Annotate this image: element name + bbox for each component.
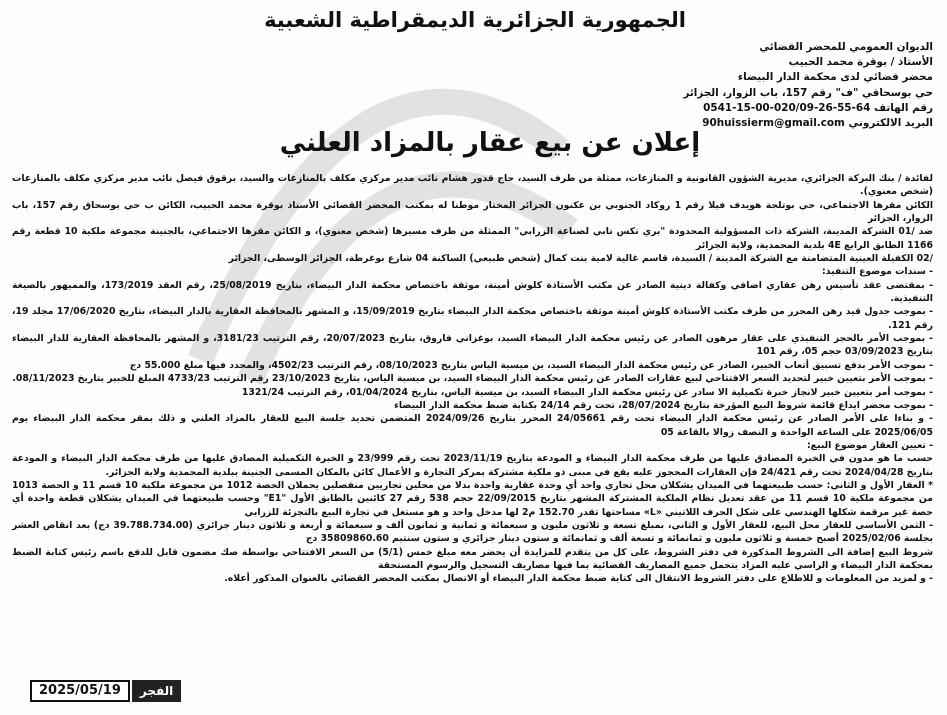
issuer-email: البريد الالكتروني 90huissierm@gmail.com <box>702 117 933 130</box>
paragraph-titles-heading: - سندات موضوع التنفيذ: <box>822 266 933 278</box>
paragraph-sale-session: - و بناءا على الأمر الصادر عن رئيس محكمة الدار البيضاء تحت رقم 24/05661 المحرر بتاريخ 2024/09/26 المتضمن تحديد جلسة البيع للعقار بالمزاد العلني و ذلك بمقر محكمة الدار البيضاء يوم 2025/06/05 على الساعة الواحدة و النصف زوالا بالقاعة 05 <box>12 413 933 438</box>
paragraph-creditor: لفائدة / بنك البركة الجزائري، مديرية الشؤون القانونية و المنازعات، ممثلة من طرف السيد، حاج قدور هشام نائب مدير مركزي مكلف بالمنازعات والسيد، برقوق فيصل نائب مدير مركزي مكلف بالمنازعات (شخص معنوي). <box>12 173 933 198</box>
paragraph-creditor-address: الكائن مقرها الاجتماعي، حي بوتلجة هويدف فيلا رقم 1 روكاد الجنوبي بن عكنون الجزائر المختار موطنا له بمكتب المحضر القضائي الأستاذ بوقرة محمد الحبيب، الكائن ب حي بوسحاق رقم 157، باب الزوار، الجزائر <box>12 199 934 225</box>
issuer-name: الأستاذ / بوقرة محمد الحبيب <box>788 56 933 69</box>
paragraph-property-location: حسب ما هو مدون في الخبرة المصادق عليها من طرف محكمة الدار البيضاء و المودعة بتاريخ 2023/11/19 تحت رقم 23/999 و الخبرة التكميلية المصادق عليها من طرف محكمة الدار البيضاء و المودعة بتاريخ 2024/04/28 تحت رقم 24/421 فإن العقارات المحجوز عليه يقع في مبنى ذو ملكية مشتركة بمركز التجارة و الأعمال كائن بالمكان المسمى الجنينة ببلدية المحمدية ولاية الجزائر. <box>12 453 933 478</box>
announcement-body <box>12 172 933 586</box>
issuer-block <box>413 40 933 131</box>
paragraph-mortgage-deed: - بمقتضى عقد تأسيس رهن عقاري اضافي وكفالة دينية الصادر عن مكتب الأستاذة كلوش أمينة، موثقة باختصاص محكمة الدار البيضاء، بتاريخ 25/08/2019، رقم العقد 173/2019، والمميهور بالصيغة التنفيذية. <box>12 279 934 305</box>
paragraph-mortgage-register: - بموجب جدول قيد رهن المحرر من طرف مكتب الأستاذة كلوش أمينة موثقة باختصاص محكمة الدار البيضاء بتاريخ 15/09/2019، و المشهر بالمحافظة العقارية بالدار البيضاء، بتاريخ 17/06/2020 مجلد 19، رقم 121. <box>12 306 933 331</box>
paragraph-conditions-deposit: - بموجب محضر ايداع قائمة شروط البيع المؤرخة بتاريخ 28/07/2024، تحت رقم 24/14 بكتابة ضبط محكمة الدار البيضاء <box>394 399 933 411</box>
publication-footer <box>30 680 181 702</box>
paragraph-more-info: - و لمزيد من المعلومات و للاطلاع على دفتر الشروط الانتقال الى كتابة ضبط محكمة الدار البيضاء أو الاتصال بمكتب المحضر القضائي بالعنوان المذكور أعلاه. <box>224 573 933 585</box>
issuer-address: حي بوسحاقي "ف" رقم 157، باب الزوار، الجزائر <box>683 86 933 99</box>
paragraph-guarantor: /02 الكفيلة العينية المتضامنة مع الشركة المدينة / السيدة، قاسم غالية لامية بنت كمال (شخص طبيعي) الساكنة 04 شارع بوغرطة، الجزائر الوسطى، الجزائر <box>228 253 933 265</box>
paragraph-base-price: - الثمن الأساسي للعقار محل البيع، للعقار الأول و الثاني، بمبلغ تسعة و ثلاثون مليون و سبعمائة و ثمانية و ثمانون ألف و سبعمائة و أربعة و ثلاثون دينار جزائري (39.788.734.00 دج) بعد انقاص العشر بجلسة 2025/02/06 أصبح خمسة و ثلاثون مليون و ثمانمائة و تسعة ألف و ثمانمائة و ستون دينار جزائري و ستون سنتيم 35809860.60 دج <box>12 519 933 545</box>
issuer-court: محضر قضائي لدى محكمة الدار البيضاء <box>737 71 933 84</box>
paragraph-expert-fee: - بموجب الأمر بدفع تسبيق أتعاب الخبير، الصادر عن رئيس محكمة الدار البيضاء السيد، بن ميسية الياس بتاريخ 08/10/2023، رقم الترتيب 4502/23، والمحدد فيها مبلغ 55.000 دج <box>129 359 933 371</box>
paragraph-property-description: * العقار الأول و الثاني: حسب طبيعتهما في الميدان يشكلان محل تجاري واحد أي وحدة عقارية واحدة بدلا من محلين تجاريين منفصلين يحملان الحصة 1012 من مجموعة ملكية 10 قسم 11 و الحصة 1013 من مجموعة ملكية 10 قسم 11 من عقد تعديل نظام الملكية المشتركة المشهر بتاريخ 22/09/2015 حجم 538 رقم 27 كائنين بالطابق الأول "E1" وحسب طبيعتهما في الميدان يشكلان قطعة واحدة أي حصة غير مرقمة شكلها الهندسي على شكل الحرف اللاتيني «L» مساحتها تقدر 152.70 م2 لها مدخل واحد و هو مستغل في تجارة البيع بالتجزئة للزرابي <box>12 479 934 518</box>
paragraph-complementary-expert: - بموجب أمر بتعيين خبير لانجاز خبرة تكميلية الا سادر عن رئيس محكمة الدار البيضاء السيد، بن ميسية الياس، بتاريخ 01/04/2024، رقم الترتيب 1321/24 <box>241 386 933 398</box>
issuer-phone: رقم الهاتف 64-55-26-020/09-00-15-0541 <box>703 101 933 114</box>
paragraph-expert-appointment: - بموجب الأمر بتعيين خبير لتحديد السعر الافتتاحي لبيع عقارات الصادر عن رئيس محكمة الدار البيضاء السيد، بن ميسية الياس، بتاريخ 23/10/2023 رقم الترتيب 4733/23 المبلغ للخبير بتاريخ 08/11/2023. <box>12 373 933 385</box>
paragraph-sale-conditions: شروط البيع إضافة الى الشروط المذكورة في دفتر الشروط، على كل من يتقدم للمزايدة أن يحضر معه مبلغ خمس (5/1) من السعر الافتتاحي بواسطة صك مضمون قابل للدفع باسم رئيس كتابة الضبط بمحكمة الدار البيضاء و الراسي عليه المزاد يتحمل جميع المصاريف القضائية بما فيها مصاريف التسجيل والرسوم المستحقة <box>12 546 933 571</box>
republic-heading: الجمهورية الجزائرية الديمقراطية الشعبية <box>264 8 686 32</box>
publication-date: 2025/05/19 <box>30 680 130 702</box>
paragraph-seizure-order: - بموجب الأمر بالحجز التنفيذي على عقار مرهون الصادر عن رئيس محكمة الدار البيضاء السيد، بوغزاني فاروق، بتاريخ 20/07/2023، رقم الترتيب 3181/23، و المشهر بالمحافظة العقارية للدار البيضاء بتاريخ 03/09/2023 حجم 05، رقم 101 <box>12 333 933 358</box>
paragraph-property-heading: - تعيين العقار موضوع البيع: <box>806 439 933 451</box>
paragraph-debtor: ضد /01 الشركة المدينة، الشركة ذات المسؤولية المحدودة "بري تكس تابي لصناعة الزرابي" الممثلة من طرف مسيرها (شخص معنوي)، و الكائن مقرها الاجتماعي، بالجنينة مجموعة ملكية 10 قطعة رقم 1166 الطابق الرابع 4E بلدية المحمدية، ولاية الجزائر <box>12 226 933 251</box>
announcement-title: إعلان عن بيع عقار بالمزاد العلني <box>279 128 701 158</box>
newspaper-tag: الفجر <box>132 680 181 702</box>
issuer-office: الديوان العمومي للمحضر القضائي <box>759 41 933 53</box>
